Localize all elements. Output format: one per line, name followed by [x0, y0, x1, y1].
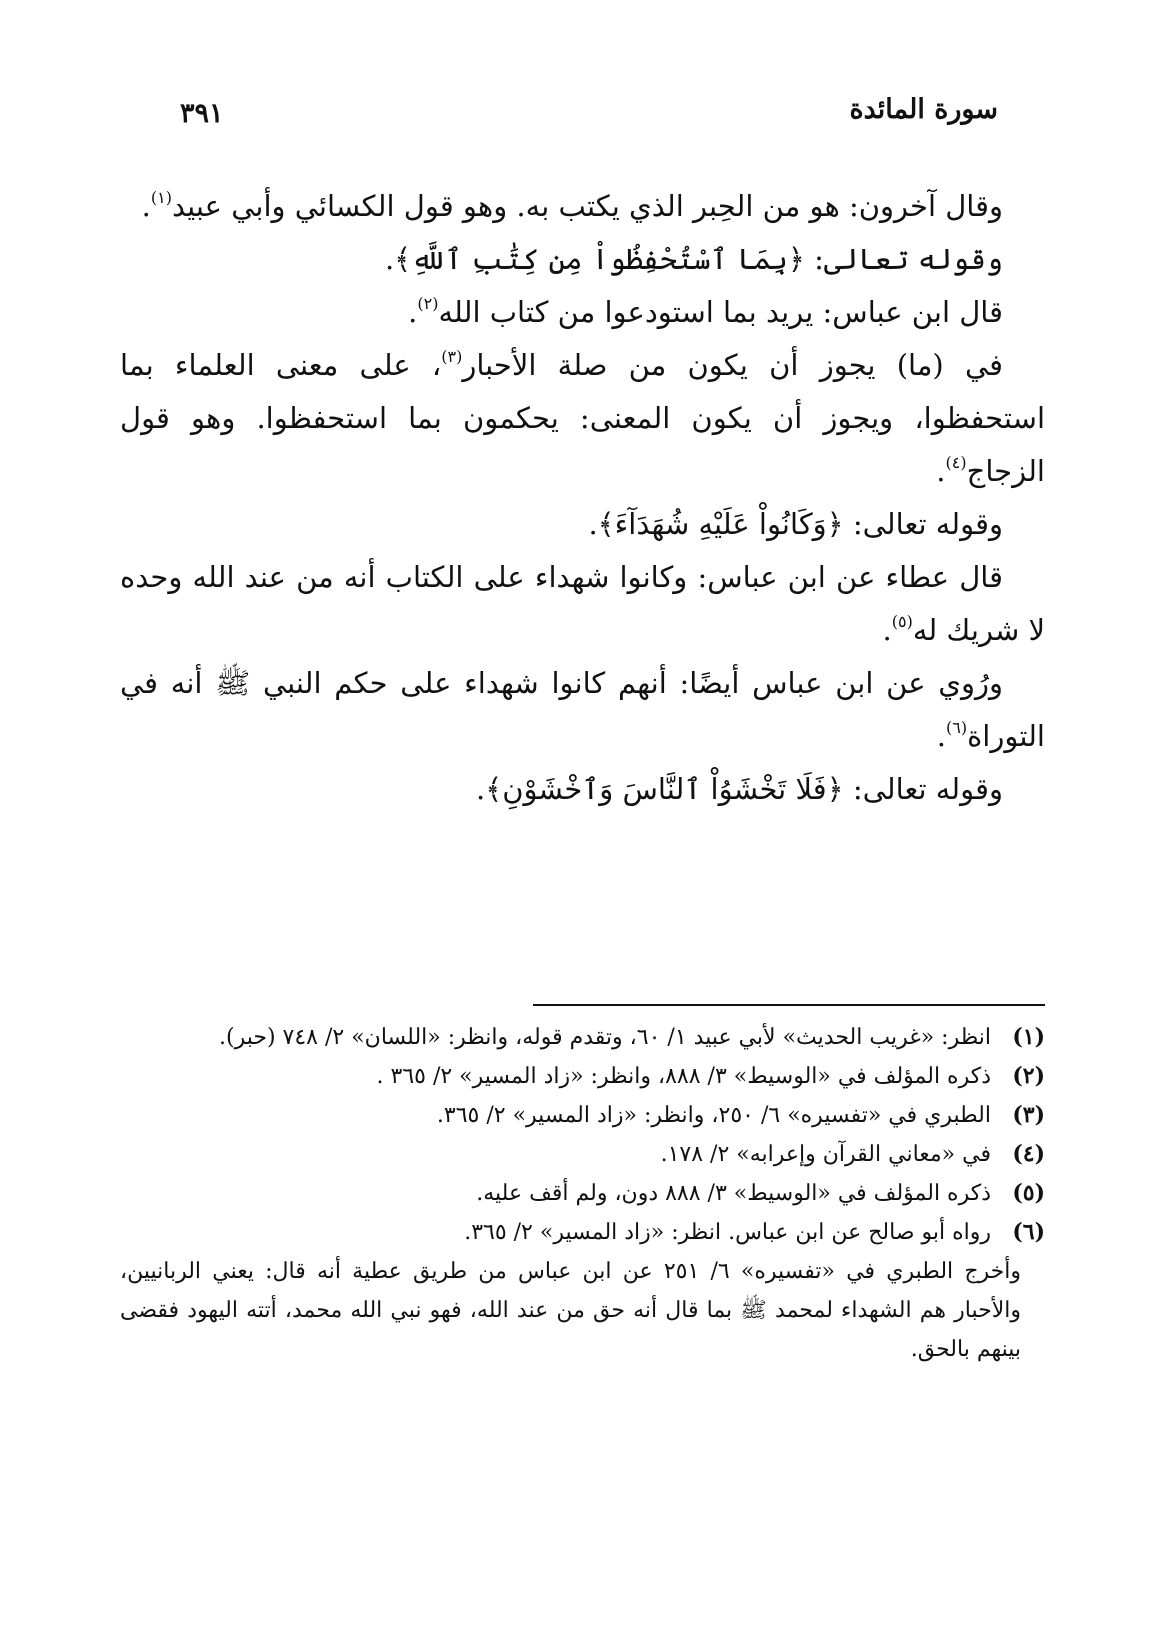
footnote-ref-4: (٤): [945, 453, 967, 473]
paragraph-4: في (ما) يجوز أن يكون من صلة الأحبار$^{(٣)}$، على معنى العلماء بما استحفظوا، ويجوز أن يكون المعنى: يحكمون بما استحفظوا. وهو قول الزجاج$^{(٤)}$.: [120, 347, 1045, 488]
quran-verse-2: ﴿وَكَانُواْ عَلَيْهِ شُهَدَآءَ﴾: [597, 507, 844, 541]
footnote-text: ذكره المؤلف في «الوسيط» ٣/ ٨٨٨، وانظر: «زاد المسير» ٢/ ٣٦٥ .: [376, 1064, 991, 1089]
verse-quote-2-lead: وقوله تعالى:: [843, 507, 1003, 541]
paragraph-7: ورُوي عن ابن عباس أيضًا: أنهم كانوا شهداء على حكم النبي ﷺ أنه في التوراة$^{(٦)}$.: [120, 666, 1045, 753]
footnote-number: (١): [1012, 1024, 1045, 1050]
quran-verse-3: ﴿فَلَا تَخْشَوُاْ ٱلنَّاسَ وَٱخْشَوْنِ﴾: [485, 772, 844, 806]
verse-quote-1-lead: وقوله تعالى:: [804, 242, 1003, 276]
footnote-ref-5: (٥): [891, 612, 913, 632]
footnote-number: (٥): [1012, 1180, 1045, 1206]
footnotes: [120, 1018, 1045, 1369]
verse-quote-3-lead: وقوله تعالى:: [843, 772, 1003, 806]
footnote-number: (٣): [1012, 1102, 1045, 1128]
paragraph-6: قال عطاء عن ابن عباس: وكانوا شهداء على الكتاب أنه من عند الله وحده لا شريك له$^{(٥)}$.: [120, 560, 1045, 647]
paragraph-1-text: وقال آخرون: هو من الحِبر الذي يكتب به. وهو قول الكسائي وأبي عبيد: [171, 189, 1003, 223]
footnote-ref-1: (١): [150, 188, 172, 208]
verse-quote-2: [120, 498, 1045, 551]
footnote-divider: [533, 1004, 1045, 1006]
footnote-text: في «معاني القرآن وإعرابه» ٢/ ١٧٨.: [660, 1142, 991, 1167]
footnote-3: [120, 1096, 1045, 1135]
verse-quote-1-end: .: [384, 242, 395, 276]
footnote-number: (٢): [1012, 1063, 1045, 1089]
running-title: سورة المائدة: [849, 94, 998, 125]
footnote-text: ذكره المؤلف في «الوسيط» ٣/ ٨٨٨ دون، ولم أقف عليه.: [476, 1181, 991, 1206]
footnote-2: [120, 1057, 1045, 1096]
footnote-6-continuation: وأخرج الطبري في «تفسيره» ٦/ ٢٥١ عن ابن عباس من طريق عطية أنه قال: يعني الربانيين، والأحبار هم الشهداء لمحمد ﷺ بما قال أنه حق من عند الله، فهو نبي الله محمد، أتته اليهود فقضى بينهم بالحق.: [120, 1259, 1022, 1362]
paragraph-6-text: قال عطاء عن ابن عباس: وكانوا شهداء على الكتاب أنه من عند الله وحده لا شريك له: [120, 560, 1045, 647]
footnote-1: [120, 1018, 1045, 1057]
paragraph-3-text: قال ابن عباس: يريد بما استودعوا من كتاب الله: [438, 295, 1003, 329]
paragraph-3: قال ابن عباس: يريد بما استودعوا من كتاب الله$^{(٢)}$.: [408, 294, 1003, 329]
paragraph-7-text: ورُوي عن ابن عباس أيضًا: أنهم كانوا شهداء على حكم النبي ﷺ أنه في التوراة: [120, 666, 1045, 753]
footnote-text: رواه أبو صالح عن ابن عباس. انظر: «زاد المسير» ٢/ ٣٦٥.: [464, 1220, 991, 1245]
footnote-number: (٤): [1012, 1141, 1045, 1167]
footnote-text: الطبري في «تفسيره» ٦/ ٢٥٠، وانظر: «زاد المسير» ٢/ ٣٦٥.: [436, 1103, 991, 1128]
paragraph-1: وقال آخرون: هو من الحِبر الذي يكتب به. وهو قول الكسائي وأبي عبيد$^{(١)}$.: [141, 188, 1003, 223]
footnote-4: [120, 1135, 1045, 1174]
verse-quote-3: [120, 763, 1045, 816]
verse-quote-2-end: .: [588, 507, 598, 541]
quran-verse-1: ﴿بِمَا ٱسْتُحْفِظُواْ مِن كِتَٰبِ ٱللَّهِ﴾: [394, 242, 805, 276]
footnote-number: (٦): [1012, 1219, 1045, 1245]
footnote-text: انظر: «غريب الحديث» لأبي عبيد ١/ ٦٠، وتقدم قوله، وانظر: «اللسان» ٢/ ٧٤٨ (حبر).: [219, 1025, 991, 1050]
paragraph-4-text-b: ، على معنى العلماء بما استحفظوا، ويجوز أن يكون المعنى: يحكمون بما استحفظوا. وهو قول الزجاج: [120, 348, 1045, 488]
page-number: ٣٩١: [180, 98, 224, 129]
footnote-6: [120, 1213, 1045, 1252]
verse-quote-3-end: .: [476, 772, 486, 806]
paragraph-4-text-a: في (ما) يجوز أن يكون من صلة الأحبار: [462, 348, 1003, 382]
footnote-ref-6: (٦): [946, 718, 968, 738]
footnote-5: [120, 1174, 1045, 1213]
footnote-ref-3: (٣): [441, 347, 463, 367]
verse-quote-1: [120, 233, 1045, 286]
main-text: [120, 180, 1045, 816]
footnote-ref-2: (٢): [417, 294, 439, 314]
